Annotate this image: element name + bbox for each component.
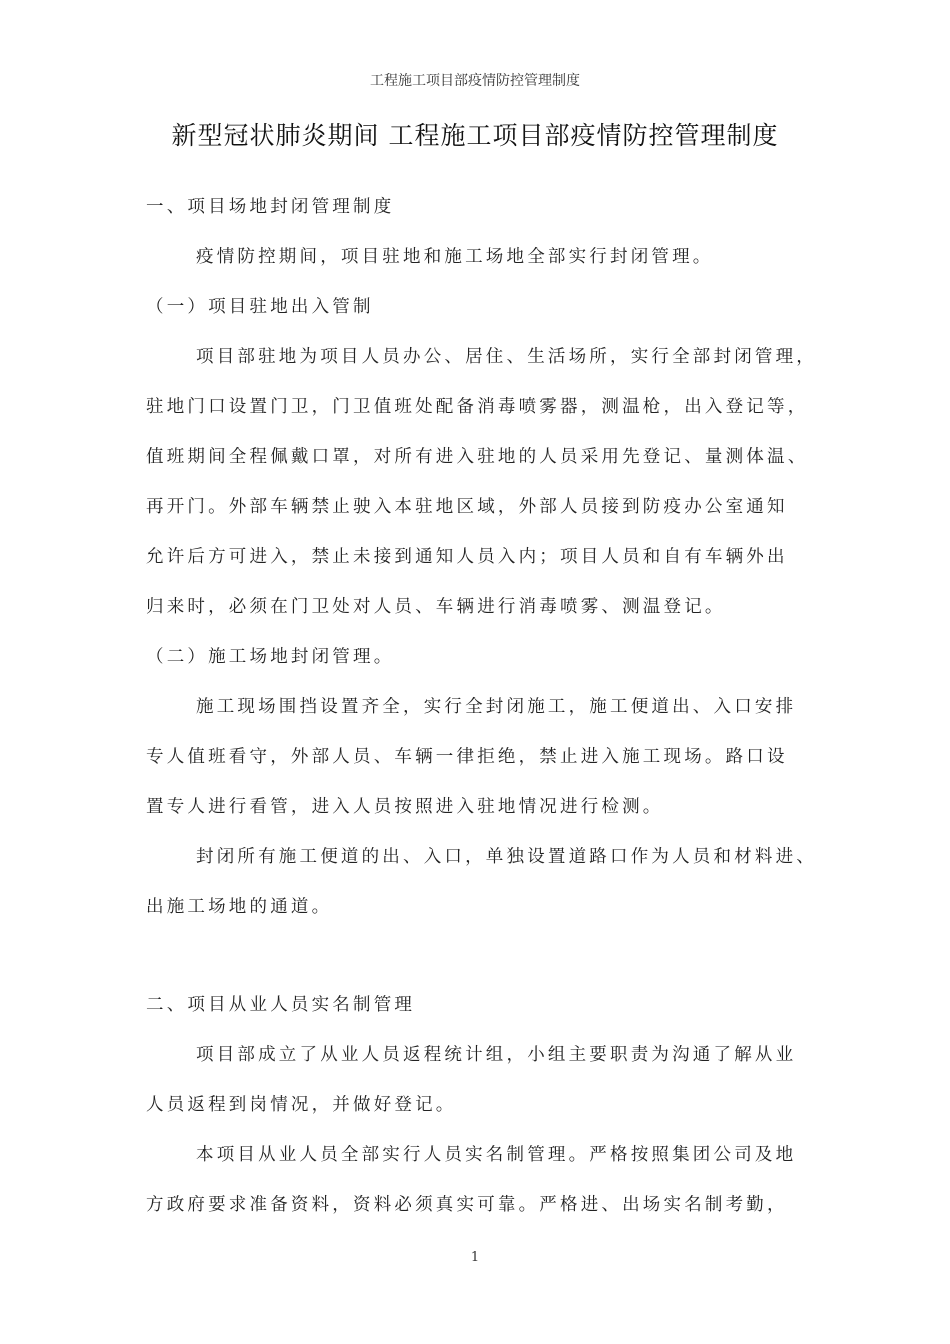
paragraph-line: 项目部成立了从业人员返程统计组，小组主要职责为沟通了解从业 [196, 1045, 797, 1065]
subsection-1-heading: （一）项目驻地出入管制 [146, 297, 374, 317]
paragraph-line: 归来时，必须在门卫处对人员、车辆进行消毒喷雾、测温登记。 [146, 597, 726, 617]
page-number: 1 [470, 1250, 480, 1265]
paragraph-line: 值班期间全程佩戴口罩，对所有进入驻地的人员采用先登记、量测体温、 [146, 447, 809, 467]
section-2-heading: 二、项目从业人员实名制管理 [146, 995, 416, 1015]
section-1-intro: 疫情防控期间，项目驻地和施工场地全部实行封闭管理。 [196, 247, 714, 267]
paragraph-line: 再开门。外部车辆禁止驶入本驻地区域，外部人员接到防疫办公室通知 [146, 497, 788, 517]
paragraph-line: 施工现场围挡设置齐全，实行全封闭施工，施工便道出、入口安排 [196, 697, 797, 717]
paragraph-line: 人员返程到岗情况，并做好登记。 [146, 1095, 457, 1115]
paragraph-line: 项目部驻地为项目人员办公、居住、生活场所，实行全部封闭管理， [196, 347, 817, 367]
page-header: 工程施工项目部疫情防控管理制度 [370, 73, 580, 89]
paragraph-line: 允许后方可进入，禁止未接到通知人员入内；项目人员和自有车辆外出 [146, 547, 788, 567]
paragraph-line: 专人值班看守，外部人员、车辆一律拒绝，禁止进入施工现场。路口设 [146, 747, 788, 767]
paragraph-line: 驻地门口设置门卫，门卫值班处配备消毒喷雾器，测温枪，出入登记等， [146, 397, 809, 417]
subsection-2-heading: （二）施工场地封闭管理。 [146, 647, 395, 667]
paragraph-line: 出施工场地的通道。 [146, 897, 333, 917]
paragraph-line: 置专人进行看管，进入人员按照进入驻地情况进行检测。 [146, 797, 664, 817]
section-1-heading: 一、项目场地封闭管理制度 [146, 197, 395, 217]
paragraph-line: 本项目从业人员全部实行人员实名制管理。严格按照集团公司及地 [196, 1145, 797, 1165]
paragraph-line: 封闭所有施工便道的出、入口，单独设置道路口作为人员和材料进、 [196, 847, 817, 867]
paragraph-line: 方政府要求准备资料，资料必须真实可靠。严格进、出场实名制考勤， [146, 1195, 788, 1215]
document-title: 新型冠状肺炎期间 工程施工项目部疫情防控管理制度 [171, 121, 779, 150]
